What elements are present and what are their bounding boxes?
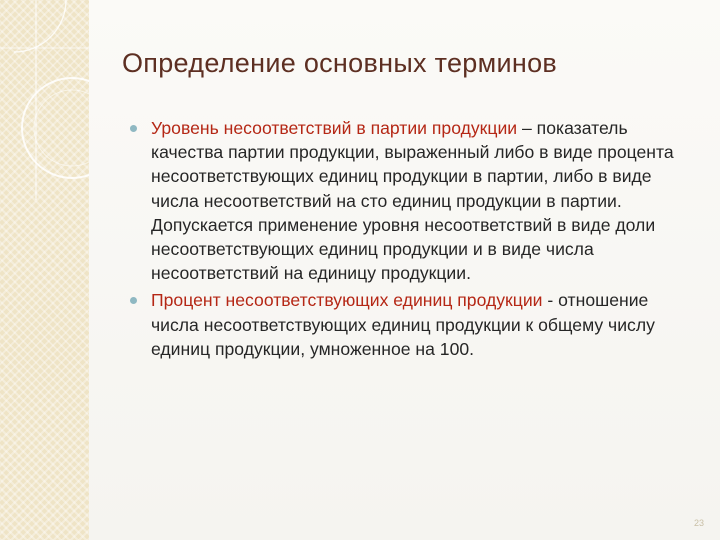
bullet-icon [130, 125, 137, 132]
bullet-icon [130, 297, 137, 304]
page-number: 23 [693, 518, 704, 528]
term-list [130, 116, 700, 364]
term-name: Процент несоответствующих единиц продукции [151, 290, 543, 311]
term-separator: – [517, 118, 537, 138]
term-definition: показатель качества партии продукции, выраженный либо в виде процента несоответствующих единиц продукции в партии, либо в виде числа несоответствий на сто единиц продукции в партии. Допускается применение уровня несоответствий в виде доли несоответствующих единиц продукции и в виде числа несоответствий на единицу продукции. [151, 118, 674, 284]
page-title: Определение основных терминов [122, 48, 558, 78]
term-definition: отношение числа несоответствующих единиц продукции к общему числу единиц продукции, умноженное на 100. [151, 290, 655, 359]
term-name: Уровень несоответствий в партии продукции [151, 118, 518, 138]
list-item [130, 116, 700, 285]
term-separator: - [542, 290, 559, 311]
list-item [130, 288, 700, 361]
